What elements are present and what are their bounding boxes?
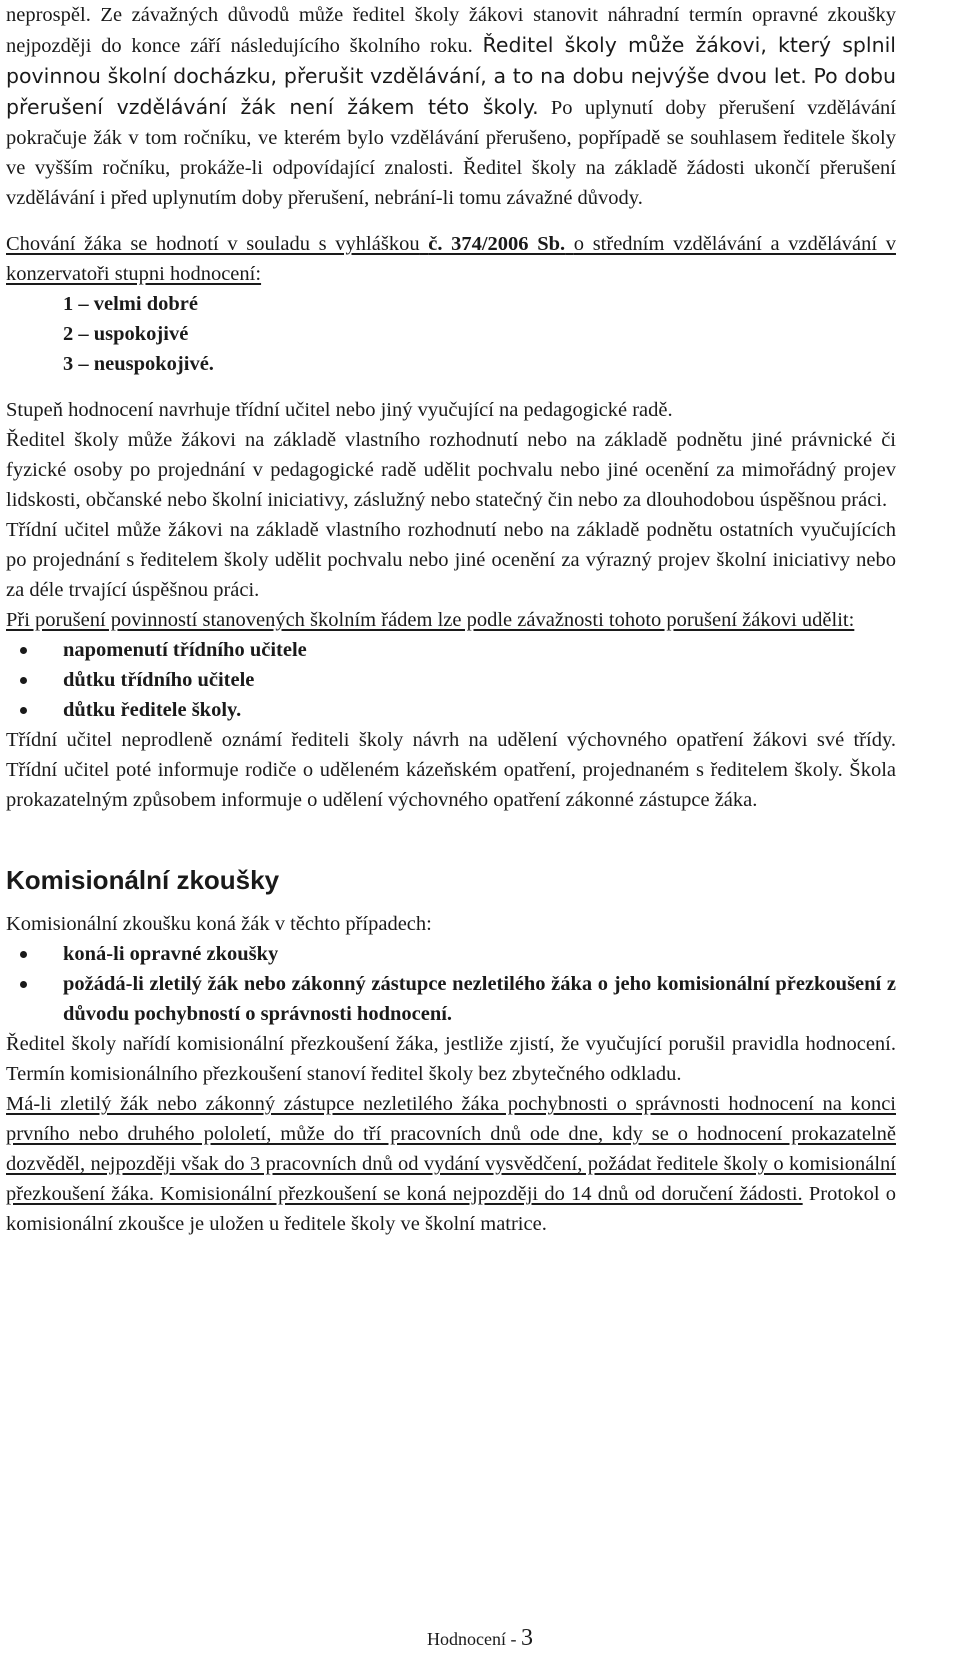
paragraph-director-award: Ředitel školy může žákovi na základě vlastního rozhodnutí nebo na základě podnětu jiné právnické či fyzické osoby po projednání v pedagogické radě udělit pochvalu nebo jiné ocenění za mimořádný projev lidskosti, občanské nebo školní iniciativy, záslužný nebo statečný čin nebo za dlouhodobou úspěšnou práci. [6, 429, 896, 511]
behavior-law-ref: č. 374/2006 Sb. [428, 233, 566, 255]
text-interruption: Ředitel školy může žákovi, který splnil povinnou školní docházku, přerušit vzdělávání, a to na dobu nejvýše dvou let. Po dobu přerušení vzdělávání žák není žákem této školy. [6, 33, 896, 119]
page-number: 3 [520, 1625, 533, 1651]
commission-case-item [6, 969, 896, 1029]
bullet-icon [20, 981, 27, 988]
paragraph-teacher-award: Třídní učitel může žákovi na základě vlastního rozhodnutí nebo na základě podnětu ostatních vyučujících po projednání s ředitelem školy udělit pochvalu nebo jiné ocenění za výrazný projev školní iniciativy nebo za déle trvající úspěšnou práci. [6, 519, 896, 601]
behavior-intro-text: Chování žáka se hodnotí v souladu s vyhláškou [6, 233, 420, 255]
commission-cases-list [6, 939, 896, 1029]
paragraph-commission-request [6, 1089, 896, 1239]
discipline-item [6, 635, 896, 665]
discipline-item [6, 665, 896, 695]
discipline-item-text: důtku třídního učitele [63, 669, 255, 691]
commission-request-text: Má-li zletilý žák nebo zákonný zástupce nezletilého žáka pochybnosti o správnosti hodnocení na konci prvního nebo druhého pololetí, může do tří pracovních dnů ode dne, kdy se o hodnocení prokazatelně dozvěděl, nejpozději však do 3 pracovních dnů od vydání vysvědčení, požádat ředitele školy o komisionální přezkoušení žáka. Komisionální přezkoušení se koná nejpozději do 14 dnů od doručení žádosti. [6, 1093, 896, 1205]
paragraph-commission-order: Ředitel školy nařídí komisionální přezkoušení žáka, jestliže zjistí, že vyučující porušil pravidla hodnocení. Termín komisionálního přezkoušení stanoví ředitel školy bez zbytečného odkladu. [6, 1033, 896, 1085]
bullet-icon [20, 677, 27, 684]
grade-item: 1 – velmi dobré [63, 293, 198, 315]
bullet-icon [20, 951, 27, 958]
text-makeup-exam: neprospěl. Ze závažných důvodů může ředitel školy žákovi stanovit náhradní termín opravné zkoušky nejpozději do konce září následujícího školního roku. [6, 4, 896, 57]
discipline-list [6, 635, 896, 725]
discipline-item-text: napomenutí třídního učitele [63, 639, 307, 661]
commission-intro: Komisionální zkoušku koná žák v těchto případech: [6, 913, 432, 935]
behavior-intro [6, 229, 896, 289]
bullet-icon [20, 707, 27, 714]
commission-protocol-text: Protokol o komisionální zkoušce je uložen u ředitele školy ve školní matrice. [6, 1183, 896, 1235]
footer-label: Hodnocení - [427, 1629, 517, 1649]
paragraph-makeup-exam [6, 0, 896, 213]
discipline-intro: Při porušení povinností stanovených školním řádem lze podle závažnosti tohoto porušení žákovi udělit: [6, 609, 855, 631]
behavior-intro-text-2: o středním vzdělávání a vzdělávání v konzervatoři stupni hodnocení: [6, 233, 896, 285]
paragraph-grade-proposal: Stupeň hodnocení navrhuje třídní učitel nebo jiný vyučující na pedagogické radě. [6, 399, 673, 421]
bullet-icon [20, 647, 27, 654]
document-page [6, 0, 896, 1239]
behavior-grades-list [6, 289, 896, 379]
commission-case-text: požádá-li zletilý žák nebo zákonný zástupce nezletilého žáka o jeho komisionální přezkoušení z důvodu pochybností o správnosti hodnocení. [63, 973, 896, 1025]
page-footer [0, 1625, 960, 1652]
discipline-item [6, 695, 896, 725]
commission-case-item [6, 939, 896, 969]
discipline-item-text: důtku ředitele školy. [63, 699, 242, 721]
grade-item: 2 – uspokojivé [63, 323, 189, 345]
section-heading-commission: Komisionální zkoušky [6, 865, 280, 895]
text-after-interruption: Po uplynutí doby přerušení vzdělávání pokračuje žák v tom ročníku, ve kterém bylo vzdělávání přerušeno, popřípadě se souhlasem ředitele školy ve vyšším ročníku, prokáže-li odpovídající znalosti. Ředitel školy na základě žádosti ukončí přerušení vzdělávání i před uplynutím doby přerušení, nebrání-li tomu závažné důvody. [6, 97, 897, 209]
paragraph-discipline-procedure: Třídní učitel neprodleně oznámí řediteli školy návrh na udělení výchovného opatření žákovi své třídy. Třídní učitel poté informuje rodiče o uděleném kázeňském opatření, projednaném s ředitelem školy. Škola prokazatelným způsobem informuje o udělení výchovného opatření zákonné zástupce žáka. [6, 729, 896, 811]
commission-case-text: koná-li opravné zkoušky [63, 943, 279, 965]
grade-item: 3 – neuspokojivé. [63, 353, 214, 375]
